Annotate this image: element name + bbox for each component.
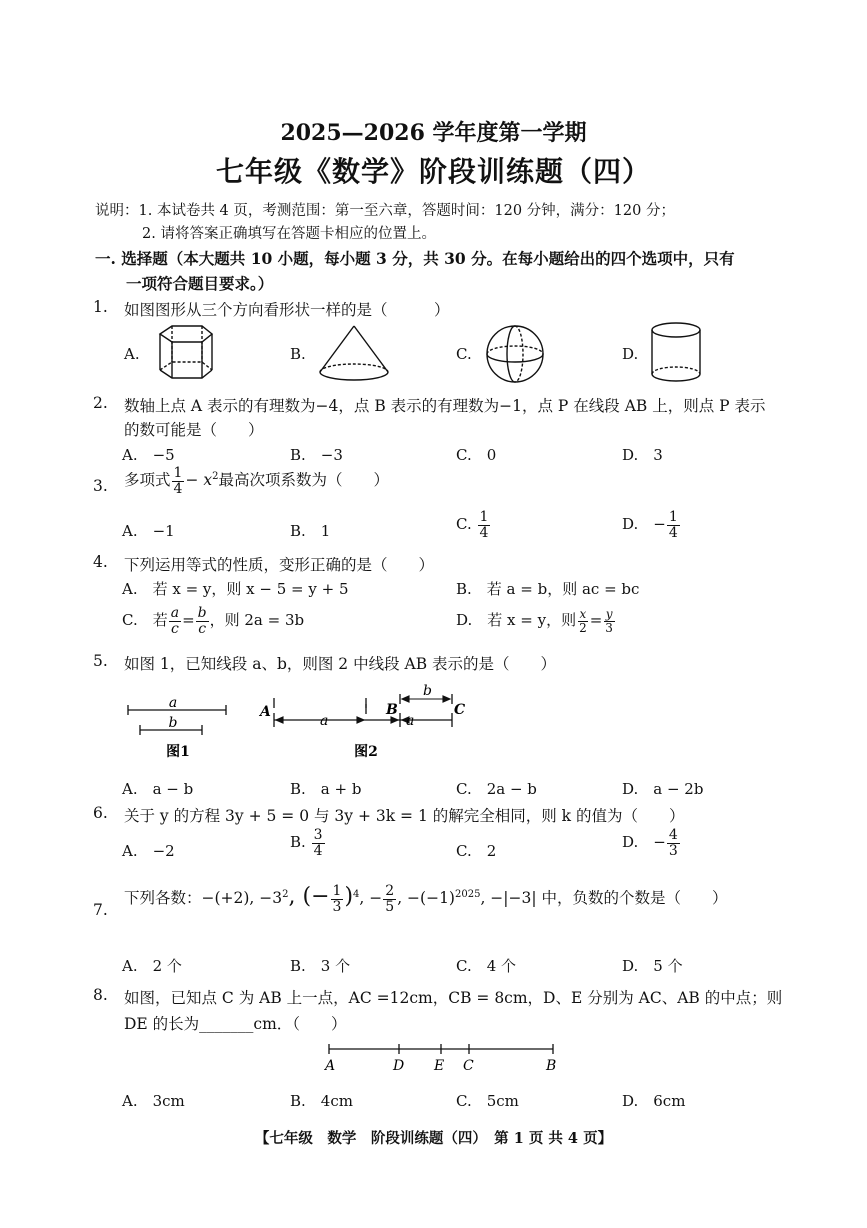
q6-option-d-label: D. − — [622, 833, 666, 852]
q7-text-3: , − — [359, 889, 383, 908]
q2-option-a: A. −5 — [122, 446, 175, 464]
q3-option-d-label: D. − — [622, 515, 666, 534]
q4-option-c-frac-2 — [196, 606, 209, 636]
q8-point-c: C — [463, 1058, 474, 1074]
q3-option-d-den: 4 — [668, 524, 678, 541]
q7-f2-den: 5 — [385, 898, 395, 915]
cone-icon — [314, 322, 394, 384]
q4-option-d — [456, 608, 616, 634]
q4-option-b: B. 若 a = b，则 ac = bc — [456, 580, 640, 598]
q5-fig2-label-a: a — [320, 713, 329, 729]
question-7-text — [124, 884, 728, 914]
hexagonal-prism-icon — [150, 322, 220, 384]
q8-segment-figure — [315, 1040, 565, 1074]
q3-text-post: 最高次项系数为（ ） — [218, 471, 389, 490]
section-heading-line-1: 一. 选择题（本大题共 10 小题，每小题 3 分，共 30 分。在每小题给出的四个选项中，只有 — [95, 249, 735, 268]
q3-exponent: 2 — [212, 471, 219, 483]
page-footer: 【七年级 数学 阶段训练题（四） 第 1 页 共 4 页】 — [254, 1130, 613, 1147]
q3-fraction — [172, 466, 185, 496]
q4-c-f2-den: c — [198, 620, 207, 637]
question-number-1: 1. — [93, 298, 108, 316]
q3-option-a: A. −1 — [122, 522, 175, 540]
section-heading-line-2: 一项符合题目要求。） — [126, 274, 274, 293]
q5-option-a: A. a − b — [122, 780, 194, 798]
q6-option-b — [290, 828, 326, 858]
q5-option-c: C. 2a − b — [456, 780, 537, 798]
q2-option-b: B. −3 — [290, 446, 343, 464]
question-2-text-line-1: 数轴上点 A 表示的有理数为−4，点 B 表示的有理数为−1，点 P 在线段 AB 上，则点 P 表示 — [124, 397, 766, 415]
q5-option-b: B. a + b — [290, 780, 362, 798]
q5-figure-2 — [256, 684, 476, 760]
q6-option-c: C. 2 — [456, 842, 497, 860]
question-8-text-line-2: DE 的长为_______cm．（ ） — [124, 1015, 347, 1033]
q8-option-c: C. 5cm — [456, 1092, 519, 1110]
q3-option-d-fraction — [667, 510, 680, 540]
q5-fig1-caption: 图1 — [166, 744, 190, 760]
q6-option-a: A. −2 — [122, 842, 175, 860]
q4-c-f1-num: a — [170, 605, 180, 621]
q5-fig2-label-a-2: a — [406, 713, 415, 729]
q4-option-c-pre: C. 若 — [122, 611, 168, 630]
q5-fig2-point-b: B — [386, 702, 398, 718]
question-2-text-line-2: 的数可能是（ ） — [124, 421, 264, 439]
q7-option-d: D. 5 个 — [622, 957, 683, 975]
q7-paren-close: ) — [344, 884, 354, 910]
q5-fig2-caption: 图2 — [354, 744, 378, 760]
q6-option-b-label: B. — [290, 833, 306, 852]
question-number-3: 3. — [93, 477, 108, 495]
q7-f1-den: 3 — [332, 898, 342, 915]
q5-fig1-label-b: b — [168, 715, 178, 731]
q4-option-c-eq: = — [182, 611, 195, 630]
q7-text-pre: 下列各数：−(+2), −3 — [124, 889, 283, 908]
q4-option-a: A. 若 x = y，则 x − 5 = y + 5 — [122, 580, 349, 598]
q1-option-b-label: B. — [290, 345, 306, 363]
q7-exp-1: 2 — [282, 889, 289, 901]
q2-option-d: D. 3 — [622, 446, 663, 464]
q5-figure-1 — [118, 690, 238, 760]
sphere-icon — [482, 322, 548, 386]
q1-option-c-label: C. — [456, 345, 472, 363]
question-6-text: 关于 y 的方程 3y + 5 = 0 与 3y + 3k = 1 的解完全相同，则 k 的值为（ ） — [124, 807, 685, 825]
q3-option-d — [622, 510, 681, 540]
instructions-line-2: 2. 请将答案正确填写在答题卡相应的位置上。 — [142, 226, 436, 242]
q3-option-c-num: 1 — [479, 509, 489, 525]
q7-f2-num: 2 — [385, 883, 395, 899]
exam-main-title: 七年级《数学》阶段训练题（四） — [215, 155, 651, 188]
q6-option-d — [622, 828, 681, 858]
question-4-text: 下列运用等式的性质，变形正确的是（ ） — [124, 556, 435, 574]
question-1-text: 如图图形从三个方向看形状一样的是（ ） — [124, 301, 450, 319]
q4-option-c-post: ，则 2a = 3b — [209, 611, 305, 630]
question-number-5: 5. — [93, 652, 108, 670]
q7-paren-open: , (− — [288, 884, 330, 910]
q6-d-num: 4 — [668, 827, 678, 843]
q7-option-c: C. 4 个 — [456, 957, 517, 975]
q8-option-d: D. 6cm — [622, 1092, 686, 1110]
q4-option-c — [122, 606, 304, 636]
q4-option-d-frac-1 — [577, 608, 589, 634]
exam-year-title: 2025—2026 学年度第一学期 — [280, 120, 587, 146]
q4-d-f1-num: x — [579, 607, 587, 621]
q3-text-pre: 多项式 — [124, 471, 171, 490]
q4-option-d-frac-2 — [603, 608, 615, 634]
q7-fraction-2 — [383, 884, 396, 914]
q5-option-d: D. a − 2b — [622, 780, 704, 798]
q4-c-f2-num: b — [197, 605, 207, 621]
q1-option-a-label: A. — [124, 345, 140, 363]
q8-point-b: B — [546, 1058, 557, 1074]
q8-point-d: D — [393, 1058, 405, 1074]
q3-option-c-label: C. — [456, 515, 472, 534]
q5-fig2-point-a: A — [260, 704, 271, 720]
q7-option-a: A. 2 个 — [122, 957, 182, 975]
q7-exp-2: 4 — [353, 889, 360, 901]
q7-option-b: B. 3 个 — [290, 957, 351, 975]
q8-point-a: A — [325, 1058, 336, 1074]
q3-option-c-fraction — [478, 510, 491, 540]
question-number-8: 8. — [93, 986, 108, 1004]
q1-option-d-label: D. — [622, 345, 639, 363]
q6-option-b-fraction — [312, 828, 325, 858]
q4-d-f2-den: 3 — [605, 620, 613, 635]
question-number-7: 7. — [93, 901, 108, 919]
q3-option-b: B. 1 — [290, 522, 331, 540]
q7-text-5: , −|−3| 中，负数的个数是（ ） — [480, 889, 728, 908]
q7-f1-num: 1 — [332, 883, 342, 899]
q3-option-c — [456, 510, 491, 540]
q4-option-c-frac-1 — [169, 606, 181, 636]
q8-option-b: B. 4cm — [290, 1092, 353, 1110]
q2-option-c: C. 0 — [456, 446, 497, 464]
q3-frac-den: 4 — [173, 480, 183, 497]
question-number-4: 4. — [93, 553, 108, 571]
q3-option-c-den: 4 — [479, 524, 489, 541]
q7-fraction-1 — [331, 884, 344, 914]
question-5-text: 如图 1，已知线段 a、b，则图 2 中线段 AB 表示的是（ ） — [124, 655, 557, 673]
q4-c-f1-den: c — [170, 620, 179, 637]
q6-b-num: 3 — [313, 827, 323, 843]
q6-b-den: 4 — [313, 842, 323, 859]
q5-fig1-label-a: a — [168, 695, 178, 711]
q7-text-4: , −(−1) — [397, 889, 455, 908]
q6-d-den: 3 — [668, 842, 678, 859]
q4-option-d-pre: D. 若 x = y，则 — [456, 611, 577, 630]
question-number-2: 2. — [93, 394, 108, 412]
question-number-6: 6. — [93, 804, 108, 822]
q8-point-e: E — [434, 1058, 445, 1074]
q4-option-d-eq: = — [589, 611, 603, 630]
q8-option-a: A. 3cm — [122, 1092, 185, 1110]
q5-fig2-label-b: b — [423, 684, 432, 699]
q3-text-mid: − x — [185, 471, 213, 490]
q3-option-d-num: 1 — [668, 509, 678, 525]
instructions-line-1: 说明：1. 本试卷共 4 页，考测范围：第一至六章，答题时间：120 分钟，满分：120 分； — [95, 203, 675, 219]
q4-d-f2-num: y — [605, 607, 613, 621]
q5-fig2-point-c: C — [454, 702, 466, 718]
question-3-text — [124, 466, 389, 496]
q7-exp-3: 2025 — [454, 889, 481, 901]
question-8-text-line-1: 如图，已知点 C 为 AB 上一点，AC =12cm，CB = 8cm，D、E 分别为 AC、AB 的中点；则 — [124, 989, 783, 1007]
cylinder-icon — [648, 320, 704, 386]
q3-frac-num: 1 — [173, 465, 183, 481]
q4-d-f1-den: 2 — [579, 620, 587, 635]
q6-option-d-fraction — [667, 828, 680, 858]
